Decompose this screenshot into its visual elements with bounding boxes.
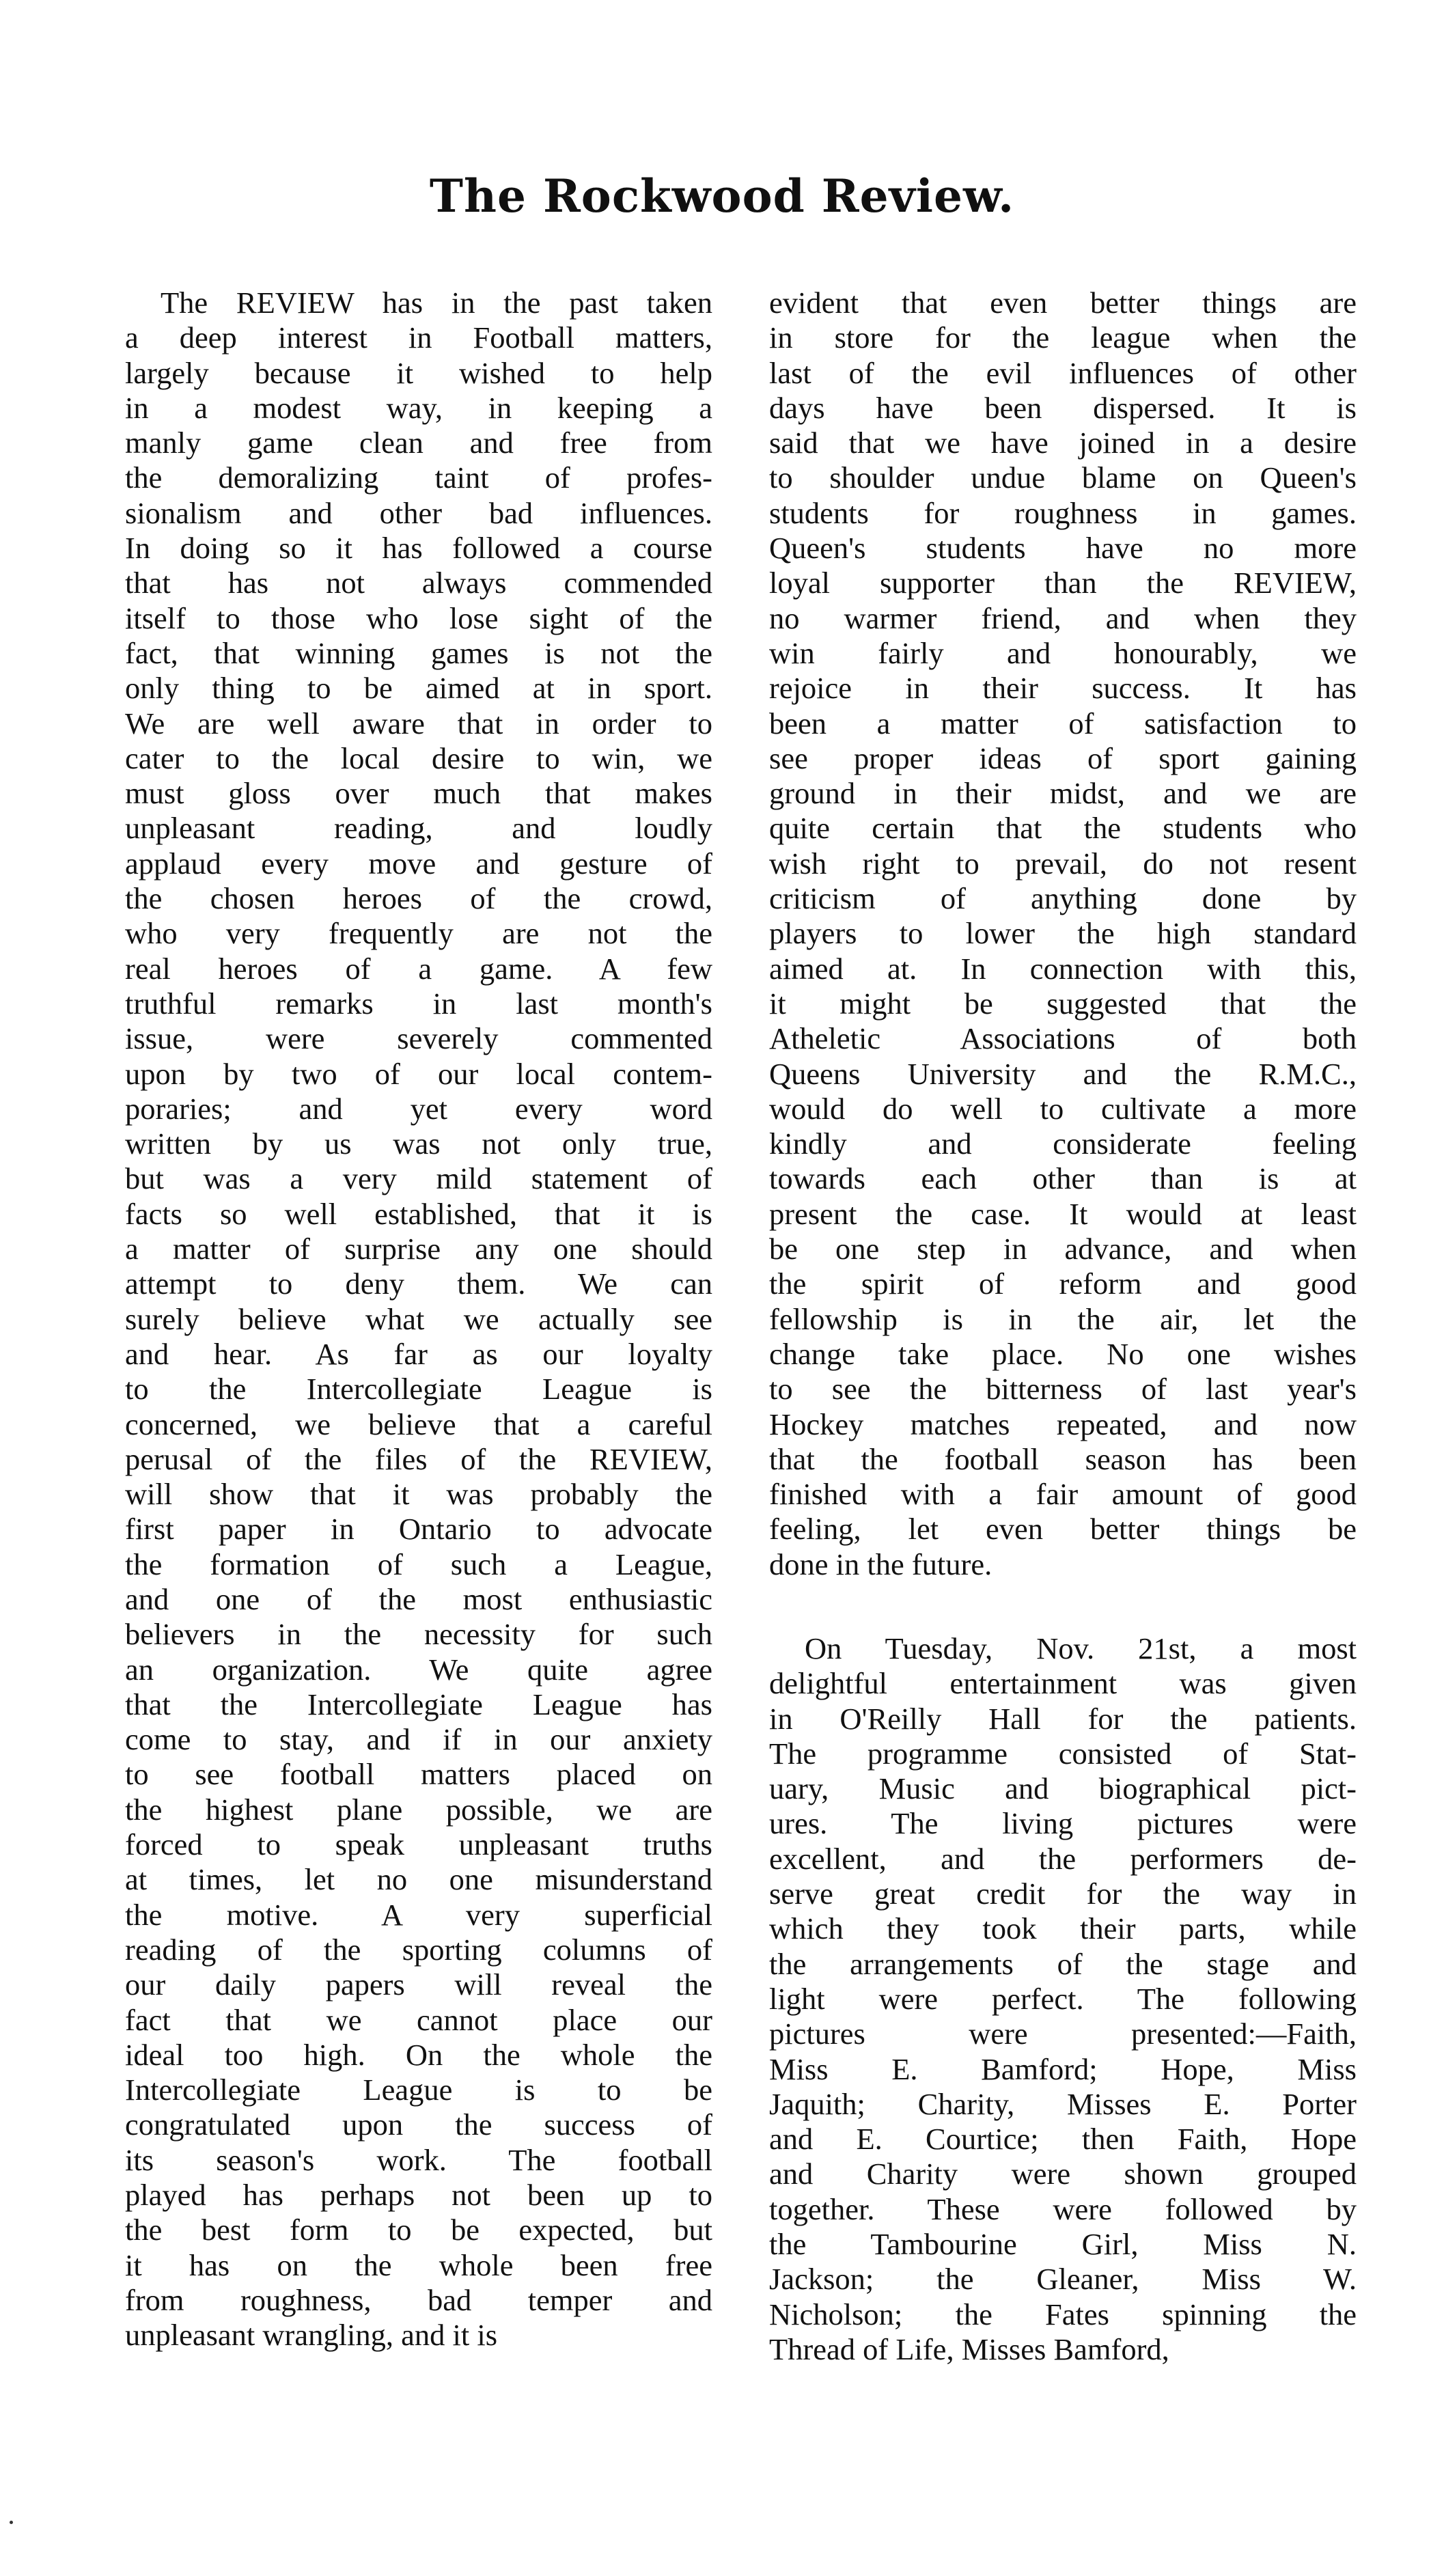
text-line: played has perhaps not been up to: [125, 2178, 712, 2213]
text-line: which they took their parts, while: [769, 1911, 1357, 1946]
text-line: We are well aware that in order to: [125, 706, 712, 740]
text-line: it has on the whole been free: [125, 2247, 712, 2282]
text-line: Miss E. Bamford; Hope, Miss: [769, 2051, 1357, 2086]
text-line: issue, were severely commented: [125, 1021, 712, 1056]
right-column: [769, 286, 1357, 2485]
text-line: together. These were followed by: [769, 2191, 1357, 2226]
text-line: Hockey matches repeated, and now: [769, 1407, 1357, 1441]
text-line: its season's work. The football: [125, 2142, 712, 2177]
text-line: the spirit of reform and good: [769, 1266, 1357, 1301]
text-line: wish right to prevail, do not resent: [769, 846, 1357, 881]
text-line: last of the evil influences of other: [769, 355, 1357, 390]
text-line: concerned, we believe that a careful: [125, 1407, 712, 1441]
text-line: to see football matters placed on: [125, 1757, 712, 1792]
text-line: criticism of anything done by: [769, 881, 1357, 916]
text-line: loyal supporter than the REVIEW,: [769, 566, 1357, 600]
text-line: and hear. As far as our loyalty: [125, 1336, 712, 1371]
text-line: surely believe what we actually see: [125, 1301, 712, 1336]
text-line: believers in the necessity for such: [125, 1617, 712, 1652]
text-line: unpleasant wrangling, and it is: [125, 2318, 498, 2353]
text-line: Thread of Life, Misses Bamford,: [769, 2331, 1169, 2366]
text-line: Queen's students have no more: [769, 531, 1357, 566]
text-line: Nicholson; the Fates spinning the: [769, 2297, 1357, 2331]
text-line: that the Intercollegiate League has: [125, 1687, 712, 1721]
text-line: light were perfect. The following: [769, 1981, 1357, 2016]
text-line: days have been dispersed. It is: [769, 390, 1357, 425]
text-line: must gloss over much that makes: [125, 776, 712, 811]
text-line: upon by two of our local contem-: [125, 1056, 712, 1091]
text-line: and one of the most enthusiastic: [125, 1581, 712, 1616]
text-line: to shoulder undue blame on Queen's: [769, 460, 1357, 495]
text-line: it might be suggested that the: [769, 986, 1357, 1021]
text-line: fact that we cannot place our: [125, 2002, 712, 2037]
text-line: the arrangements of the stage and: [769, 1946, 1357, 1981]
text-line: and Charity were shown grouped: [769, 2157, 1357, 2191]
text-line: a deep interest in Football matters,: [125, 320, 712, 355]
paragraph-football: [125, 286, 712, 2353]
text-line: in a modest way, in keeping a: [125, 390, 712, 425]
text-line: reading of the sporting columns of: [125, 1932, 712, 1967]
paragraph-football-continued: [769, 286, 1357, 1582]
text-line: an organization. We quite agree: [125, 1652, 712, 1687]
text-line: said that we have joined in a desire: [769, 426, 1357, 460]
text-line: fact, that winning games is not the: [125, 635, 712, 670]
text-line: see proper ideas of sport gaining: [769, 740, 1357, 775]
text-line: be one step in advance, and when: [769, 1232, 1357, 1266]
text-line: manly game clean and free from: [125, 426, 712, 460]
text-line: done in the future.: [769, 1547, 992, 1581]
text-line: students for roughness in games.: [769, 495, 1357, 530]
text-line: win fairly and honourably, we: [769, 635, 1357, 670]
text-line: aimed at. In connection with this,: [769, 951, 1357, 986]
text-line: truthful remarks in last month's: [125, 986, 712, 1021]
text-line: Intercollegiate League is to be: [125, 2073, 712, 2107]
text-line: a matter of surprise any one should: [125, 1232, 712, 1266]
masthead-title: The Rockwood Review.: [429, 169, 1015, 223]
text-line: fellowship is in the air, let the: [769, 1301, 1357, 1336]
text-line: towards each other than is at: [769, 1161, 1357, 1196]
page-speck: [10, 2521, 13, 2524]
text-line: serve great credit for the way in: [769, 1876, 1357, 1911]
text-line: the Tambourine Girl, Miss N.: [769, 2227, 1357, 2262]
text-line: itself to those who lose sight of the: [125, 600, 712, 635]
left-column: [125, 286, 712, 2485]
text-line: cater to the local desire to win, we: [125, 740, 712, 775]
text-line: from roughness, bad temper and: [125, 2282, 712, 2317]
text-line: at times, let no one misunderstand: [125, 1862, 712, 1897]
text-line: first paper in Ontario to advocate: [125, 1512, 712, 1547]
text-line: The programme consisted of Stat-: [769, 1736, 1357, 1771]
text-line: Atheletic Associations of both: [769, 1021, 1357, 1056]
text-line: Jaquith; Charity, Misses E. Porter: [769, 2086, 1357, 2121]
text-line: to the Intercollegiate League is: [125, 1372, 712, 1407]
text-line: only thing to be aimed at in sport.: [125, 671, 712, 706]
text-line: no warmer friend, and when they: [769, 600, 1357, 635]
text-line: to see the bitterness of last year's: [769, 1372, 1357, 1407]
text-line: uary, Music and biographical pict-: [769, 1771, 1357, 1806]
text-line: poraries; and yet every word: [125, 1091, 712, 1126]
text-line: forced to speak unpleasant truths: [125, 1827, 712, 1862]
text-line: congratulated upon the success of: [125, 2107, 712, 2142]
text-line: will show that it was probably the: [125, 1477, 712, 1512]
text-line: change take place. No one wishes: [769, 1336, 1357, 1371]
text-line: pictures were presented:—Faith,: [769, 2017, 1357, 2051]
text-line: that has not always commended: [125, 566, 712, 600]
text-line: who very frequently are not the: [125, 916, 712, 951]
text-line: been a matter of satisfaction to: [769, 706, 1357, 740]
text-line: perusal of the files of the REVIEW,: [125, 1441, 712, 1476]
text-line: in O'Reilly Hall for the patients.: [769, 1701, 1357, 1736]
text-line: Jackson; the Gleaner, Miss W.: [769, 2262, 1357, 2297]
text-line: our daily papers will reveal the: [125, 1967, 712, 2002]
text-line: unpleasant reading, and loudly: [125, 811, 712, 846]
text-line: the demoralizing taint of profes-: [125, 460, 712, 495]
text-line: but was a very mild statement of: [125, 1161, 712, 1196]
text-line: written by us was not only true,: [125, 1126, 712, 1161]
text-line: evident that even better things are: [769, 286, 1357, 320]
text-line: ground in their midst, and we are: [769, 776, 1357, 811]
text-line: the formation of such a League,: [125, 1547, 712, 1581]
text-line: the best form to be expected, but: [125, 2213, 712, 2247]
text-line: Queens University and the R.M.C.,: [769, 1056, 1357, 1091]
text-line: In doing so it has followed a course: [125, 531, 712, 566]
text-line: would do well to cultivate a more: [769, 1091, 1357, 1126]
text-line: players to lower the high standard: [769, 916, 1357, 951]
text-line: the motive. A very superficial: [125, 1897, 712, 1932]
text-line: rejoice in their success. It has: [769, 671, 1357, 706]
text-line: kindly and considerate feeling: [769, 1126, 1357, 1161]
text-line: On Tuesday, Nov. 21st, a most: [805, 1631, 1357, 1665]
text-line: excellent, and the performers de-: [769, 1841, 1357, 1876]
text-line: present the case. It would at least: [769, 1196, 1357, 1231]
text-line: facts so well established, that it is: [125, 1196, 712, 1231]
text-line: delightful entertainment was given: [769, 1666, 1357, 1701]
text-line: come to stay, and if in our anxiety: [125, 1722, 712, 1757]
text-line: the highest plane possible, we are: [125, 1792, 712, 1827]
text-line: feeling, let even better things be: [769, 1512, 1357, 1547]
text-line: largely because it wished to help: [125, 355, 712, 390]
text-line: quite certain that the students who: [769, 811, 1357, 846]
text-line: in store for the league when the: [769, 320, 1357, 355]
text-line: the chosen heroes of the crowd,: [125, 881, 712, 916]
text-line: applaud every move and gesture of: [125, 846, 712, 881]
text-line: that the football season has been: [769, 1441, 1357, 1476]
text-line: ideal too high. On the whole the: [125, 2037, 712, 2072]
text-line: attempt to deny them. We can: [125, 1266, 712, 1301]
paragraph-entertainment: [769, 1631, 1357, 2367]
text-line: The REVIEW has in the past taken: [161, 286, 712, 320]
text-line: real heroes of a game. A few: [125, 951, 712, 986]
text-line: sionalism and other bad influences.: [125, 495, 712, 530]
text-line: and E. Courtice; then Faith, Hope: [769, 2122, 1357, 2157]
text-line: ures. The living pictures were: [769, 1806, 1357, 1841]
text-line: finished with a fair amount of good: [769, 1477, 1357, 1512]
